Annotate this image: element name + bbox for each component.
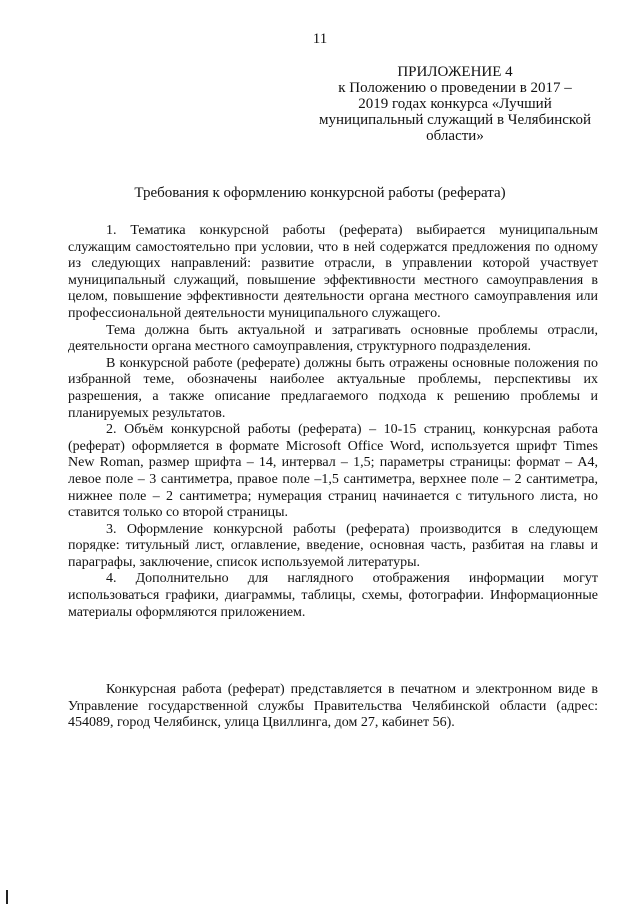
paragraph-structure: 3. Оформление конкурсной работы (реферата) производится в следующем порядке: титульный лист, оглавление, введение, основная часть, разбитая на главы и параграфы, заключение, список используемой литературы. [68,521,598,570]
appendix-title: ПРИЛОЖЕНИЕ 4 [397,64,513,80]
requirements-body [68,223,598,621]
appendix-line: области» [426,128,484,144]
paragraph-topic: 1. Тематика конкурсной работы (реферата) выбирается муниципальным служащим самостоятельно при условии, что в ней содержатся предложения по одному из следующих направлений: развитие отрасли, в управлении которой участвует муниципальный служащий, повышение эффективности местного самоуправления в целом, повышение эффективности деятельности органа местного самоуправления или профессиональной деятельности муниципального служащего. [68,223,598,321]
paragraph-relevance: Тема должна быть актуальной и затрагивать основные проблемы отрасли, деятельности органа местного самоуправления, структурного подразделения. [68,322,598,355]
appendix-line: к Положению о проведении в 2017 – [338,80,572,96]
paragraph-attachments: 4. Дополнительно для наглядного отображения информации могут использоваться графики, диаграммы, таблицы, схемы, фотографии. Информационные материалы оформляются приложением. [68,571,598,620]
appendix-line: муниципальный служащий в Челябинской [319,112,591,128]
appendix-line: 2019 годах конкурса «Лучший [358,96,552,112]
paragraph-content: В конкурсной работе (реферате) должны быть отражены основные положения по избранной теме, обозначены наиболее актуальные проблемы, перспективы их разрешения, а также описание предлагаемого подхода к решению проблемы и планируемых результатов. [68,355,598,421]
paragraph-format: 2. Объём конкурсной работы (реферата) – 10-15 страниц, конкурсная работа (реферат) оформляется в формате Microsoft Office Word, используется шрифт Times New Roman, размер шрифта – 14, интервал – 1,5; параметры страницы: формат – А4, левое поле – 3 сантиметра, правое поле –1,5 сантиметра, верхнее поле – 2 сантиметра, нижнее поле – 2 сантиметра; нумерация страниц начинается с титульного листа, но ставится только со второй страницы. [68,422,598,521]
submission-note [68,682,598,732]
document-title: Требования к оформлению конкурсной работы (реферата) [134,185,506,201]
page-number: 11 [312,31,328,47]
scan-margin-mark [6,890,8,904]
submission-paragraph: Конкурсная работа (реферат) представляется в печатном и электронном виде в Управление государственной службы Правительства Челябинской области (адрес: 454089, город Челябинск, улица Цвиллинга, дом 27, кабинет 56). [68,682,598,731]
appendix-header [310,64,600,144]
